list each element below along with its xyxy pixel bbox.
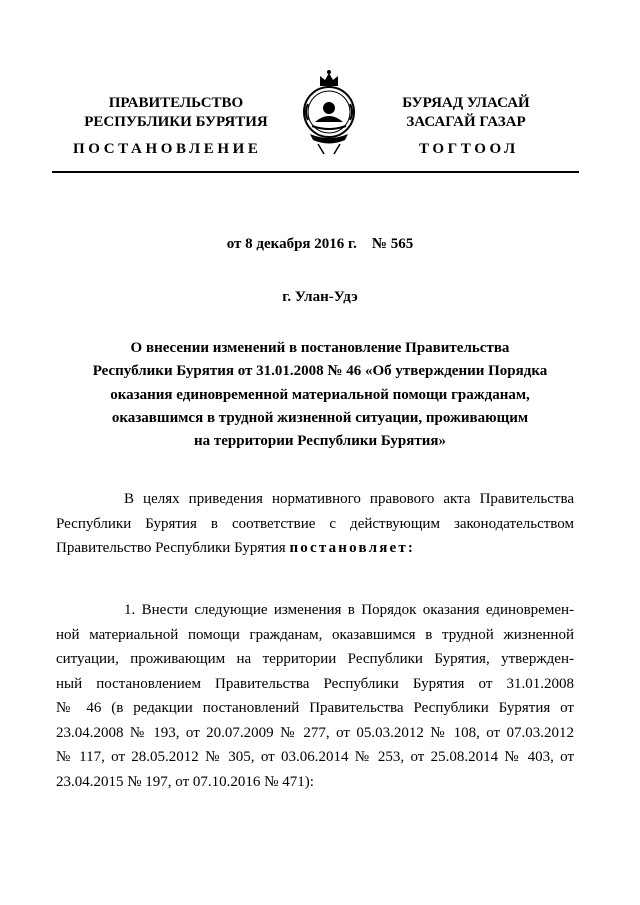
document-city: г. Улан-Удэ (282, 289, 358, 305)
document-subject (70, 337, 570, 453)
clause-line: 1. Внести следующие изменения в Порядок оказания единовремен- (124, 602, 574, 618)
clause-line: ной материальной помощи гражданам, оказавшимся в трудной жизненной (56, 626, 574, 643)
title-left: ПОСТАНОВЛЕНИЕ (73, 141, 262, 157)
clause-line: 23.04.2015 № 197, от 07.10.2016 № 471): (56, 773, 314, 790)
subject-line: оказания единовременной материальной помощи гражданам, (110, 386, 530, 403)
header-divider (52, 171, 579, 173)
subject-line: оказавшимся в трудной жизненной ситуации, проживающим (111, 409, 529, 426)
header-left-line-1: ПРАВИТЕЛЬСТВО (108, 95, 244, 111)
clause-line: № 46 (в редакции постановлений Правительства Республики Бурятия от (56, 700, 574, 716)
subject-line: на территории Республики Бурятия» (193, 433, 447, 450)
clause-line: ный постановлением Правительства Республики Бурятия от 31.01.2008 (56, 675, 574, 692)
preamble-paragraph (56, 487, 574, 561)
header-right-line-2: ЗАСАГАЙ ГАЗАР (406, 114, 526, 130)
header-right-block (374, 94, 558, 132)
clause-line: № 117, от 28.05.2012 № 305, от 03.06.2014 № 253, от 25.08.2014 № 403, от (56, 749, 574, 765)
clause-1-paragraph (56, 598, 574, 794)
header-left-line-2: РЕСПУБЛИКИ БУРЯТИЯ (84, 114, 268, 130)
subject-line: О внесении изменений в постановление Правительства (130, 340, 510, 356)
title-right: ТОГТООЛ (419, 141, 519, 157)
header-left-block (60, 94, 292, 132)
decree-word: постановляет: (289, 540, 416, 556)
preamble-line: Республики Бурятия в соответствие с действующим законодательством (56, 515, 574, 532)
coat-of-arms-buryatia-icon (298, 68, 360, 158)
header-right-line-1: БУРЯАД УЛАСАЙ (402, 95, 530, 111)
clause-line: ситуации, проживающим на территории Республики Бурятия, утвержден- (56, 651, 574, 667)
clause-line: 23.04.2008 № 193, от 20.07.2009 № 277, от 05.03.2012 № 108, от 07.03.2012 (56, 724, 574, 741)
preamble-line: В целях приведения нормативного правового акта Правительства (124, 491, 574, 507)
subject-line: Республики Бурятия от 31.01.2008 № 46 «Об утверждении Порядка (92, 363, 548, 380)
preamble-line: Правительство Республики Бурятия (56, 540, 286, 556)
document-date-number: от 8 декабря 2016 г. № 565 (226, 236, 414, 252)
